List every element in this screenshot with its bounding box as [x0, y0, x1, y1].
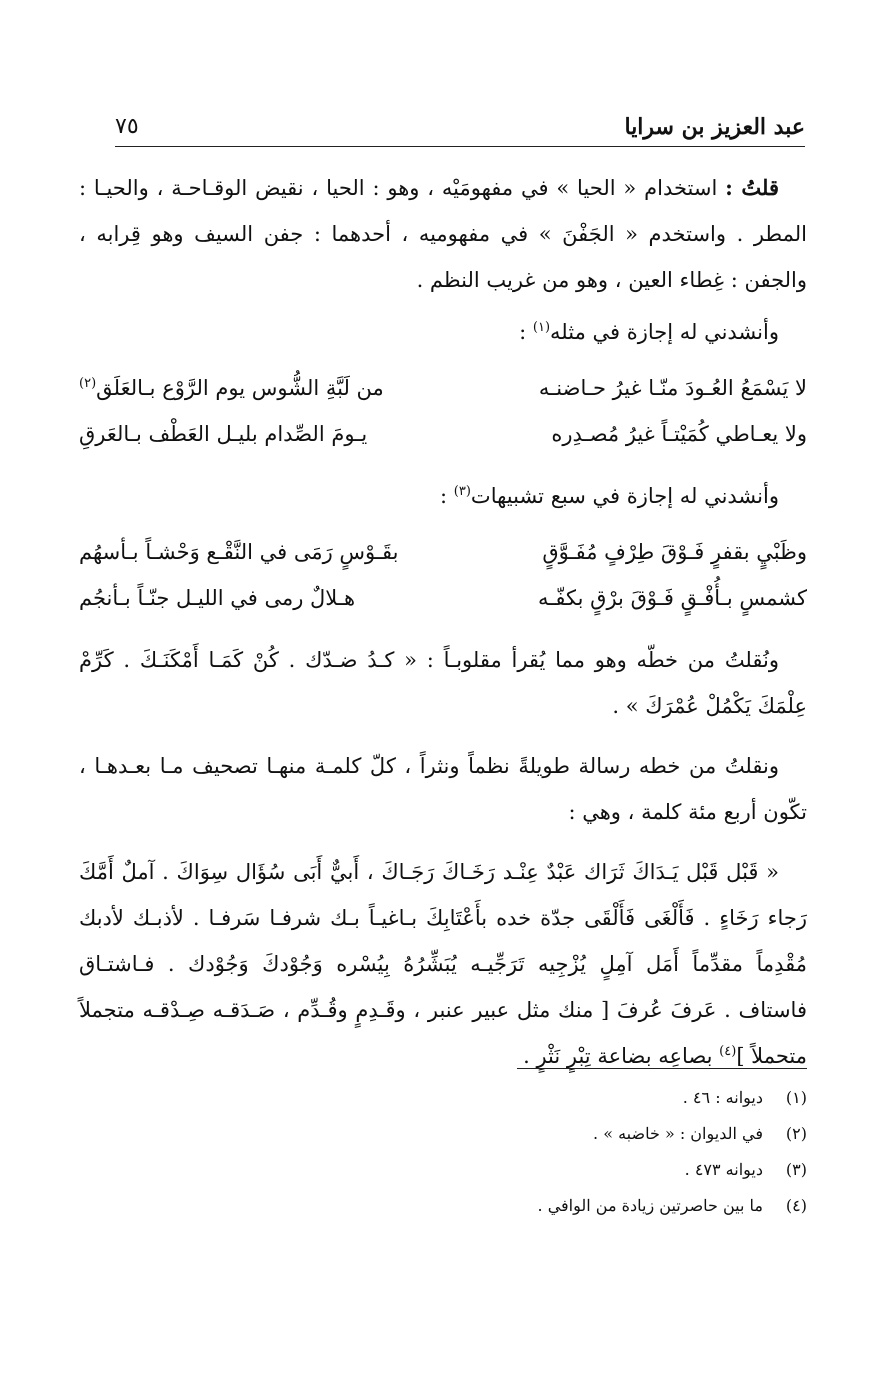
- verse-intro: [79, 473, 807, 519]
- verse-intro: [79, 309, 807, 355]
- paragraph-comment: [79, 165, 807, 303]
- footnote-ref: (٣): [453, 484, 471, 499]
- verse-second-hemistich: يـومَ الصِّدام بليـل العَطْف بـالعَرقِ: [79, 422, 368, 446]
- verse-first-hemistich: كشمسٍ بـأُفْـقٍ فَـوْقَ برْقٍ بكفّـه: [538, 586, 807, 610]
- verse-intro-text: وأنشدني له إجازة في سبع تشبيهات: [470, 484, 779, 508]
- footnote-number: (٢): [785, 1124, 807, 1143]
- verse-intro-tail: :: [440, 484, 454, 508]
- footnote-text: ديوانه : ٤٦ .: [682, 1088, 763, 1107]
- header-title: عبد العزيز بن سرايا: [624, 114, 805, 140]
- verse-line: [79, 411, 807, 457]
- footnote: [207, 1188, 807, 1224]
- page-number: ٧٥: [115, 114, 139, 139]
- verse-line: [79, 575, 807, 621]
- footnote-divider: [517, 1068, 807, 1069]
- footnotes: [207, 1080, 807, 1224]
- verse-first-hemistich: لا يَسْمَعُ العُـودَ منّـا غيرُ حـاضنـه: [538, 376, 807, 400]
- verse-line: [79, 365, 807, 411]
- footnote-text: ديوانه ٤٧٣ .: [684, 1160, 763, 1179]
- verse-intro-tail: :: [519, 320, 533, 344]
- hemistich-text: من لَبَّةِ الشُّوس يوم الرَّوْع بـالعَلَق: [96, 376, 384, 400]
- verse-block: [79, 365, 807, 457]
- paragraph-letter: [79, 849, 807, 1079]
- footnote-number: (٣): [785, 1160, 807, 1179]
- footnote-number: (٤): [785, 1196, 807, 1215]
- footnote-ref: (٢): [79, 376, 97, 391]
- verse-second-hemistich: [79, 365, 434, 411]
- paragraph-letter-intro: ونقلتُ من خطه رسالة طويلةً نظماً ونثراً ، كلّ كلمـة منهـا تصحيف مـا بعـدهـا ، تكّون أربع مئة كلمة ، وهي :: [79, 754, 807, 824]
- paragraph-text: استخدام « الحيا » في مفهومَيْه ، وهو : الحيا ، نقيض الوقـاحـة ، والحيـا : المطر . واستخدم « الجَفْنَ » في مفهوميه ، أحدهما : جفن السيف وهو قِرابه ، والجفن : غِطاء العين ، وهو من غريب النظم .: [79, 176, 807, 292]
- verse-block: [79, 529, 807, 621]
- footnote-text: في الديوان : « خاضبه » .: [593, 1124, 763, 1143]
- verse-intro-text: وأنشدني له إجازة في مثله: [550, 320, 779, 344]
- verse-line: [79, 529, 807, 575]
- footnote-text: ما بين حاصرتين زيادة من الوافي .: [537, 1196, 763, 1215]
- footnote-number: (١): [785, 1088, 807, 1107]
- verse-first-hemistich: ولا يعـاطي كُمَيْتـاً غيرُ مُصـدِره: [551, 422, 807, 446]
- letter-tail: بصاعِه بضاعة تِبْرٍ نَثْرٍ .: [523, 1044, 720, 1068]
- footnote: [207, 1080, 807, 1116]
- footnote: [207, 1116, 807, 1152]
- footnote: [207, 1152, 807, 1188]
- footnote-ref: (١): [532, 320, 551, 335]
- paragraph-lead: قلتُ :: [725, 175, 779, 200]
- letter-text: « قَبْل قَبْل يَـدَاكَ ثَرَاك عَبْدٌ عِنْـد رَخَـاكَ رَجَـاكَ ، أَبيٌّ أَبَى سُؤَال سِوَاكَ . آملٌ أَمَّكَ رَجاء رَخَاءٍ . فَأَلْغَى فَأَلْقَى جدّة خده بأَعْتَابِكَ بـاغيـاً بـك شرفـا سَرفـا . لأذبـك لأدبك مُقْدِماً مقدِّماً أَمَل آمِلٍ يُزْجِيه تَرَجِّيـه يُبَشِّرُهُ بِيُسْره وَجُوْدكَ وَجُوْدك . فـاشتـاق فاستاف . عَرفَ عُرفَ [ منك مثل عبير عنبر ، وقَـدِمٍ وقُـدِّم ، صَـدَقـه صِـدْقـه متجملاً متحملاً ]: [79, 860, 808, 1068]
- footnote-ref: (٤): [719, 1044, 737, 1059]
- paragraph-palindrome: ونُقلتُ من خطّه وهو مما يُقرأ مقلوبـاً : « كـدُ ضـدّك . كُنْ كَمَـا أَمْكَنَـكَ . كَرِّمْ عِلْمَكَ يَكْمُلْ عُمْرَكَ » .: [79, 648, 807, 718]
- verse-first-hemistich: وظَبْيٍ بقفرٍ فَـوْقَ طِرْفٍ مُفَـوَّقٍ: [542, 540, 807, 564]
- verse-second-hemistich: بقَـوْسٍ رَمَى في النَّقْـع وَحْشـاً بـأسهُم: [79, 540, 399, 564]
- verse-second-hemistich: هـلالٌ رمى في الليـل جنّـاً بـأنجُم: [79, 586, 356, 610]
- running-header: [115, 110, 805, 147]
- main-text: [79, 165, 807, 1079]
